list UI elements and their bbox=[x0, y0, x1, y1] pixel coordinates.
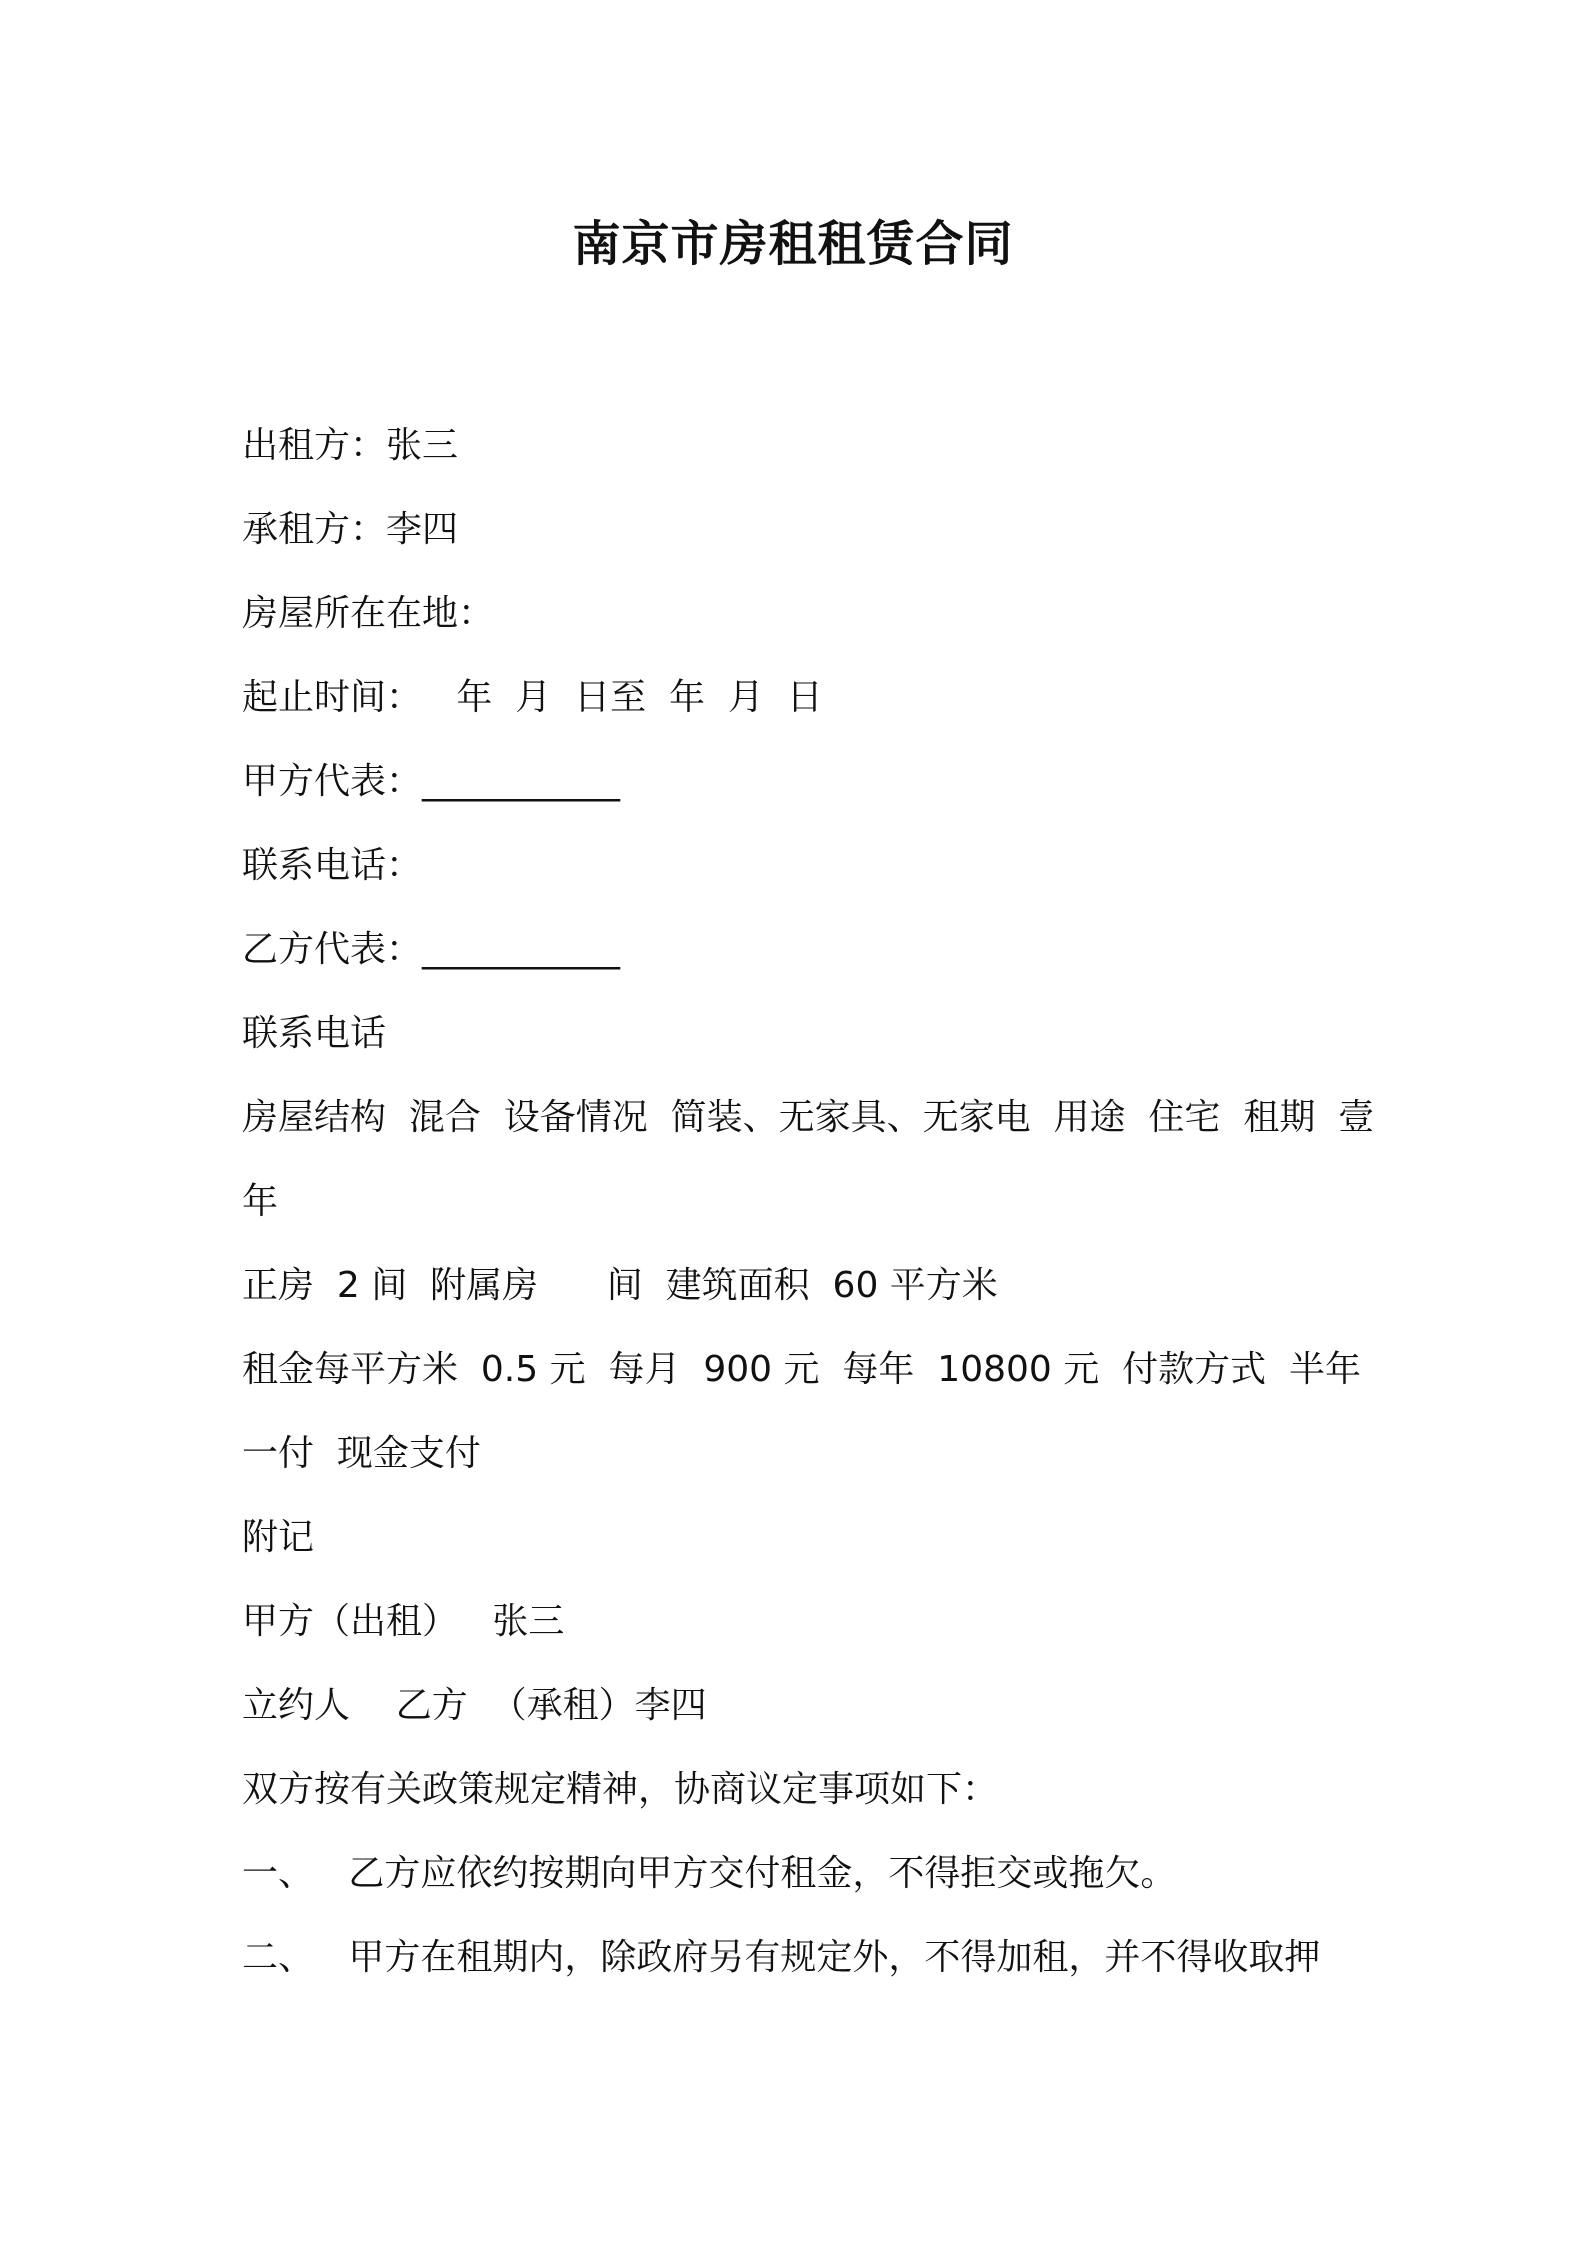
notes-heading: 附记 bbox=[242, 1517, 315, 1558]
lessee-line: 承租方：李四 bbox=[242, 509, 459, 550]
property-structure-line: 房屋结构 混合 设备情况 简装、无家具、无家电 用途 住宅 租期 壹 bbox=[242, 1097, 1375, 1138]
party-b-signature-line: 立约人 乙方 （承租）李四 bbox=[242, 1685, 707, 1726]
party-a-representative-line: 甲方代表：___________ bbox=[242, 761, 621, 802]
clause-two: 二、 甲方在租期内，除政府另有规定外，不得加租，并不得收取押 bbox=[242, 1937, 1321, 1978]
lease-period-line: 起止时间： 年 月 日至 年 月 日 bbox=[242, 677, 823, 718]
clause-one: 一、 乙方应依约按期向甲方交付租金，不得拒交或拖欠。 bbox=[242, 1853, 1177, 1894]
party-b-phone-line: 联系电话 bbox=[242, 1013, 387, 1054]
party-a-phone-line: 联系电话： bbox=[242, 845, 423, 886]
party-b-representative-line: 乙方代表：___________ bbox=[242, 929, 621, 970]
property-location-line: 房屋所在在地： bbox=[242, 593, 495, 634]
rooms-area-line: 正房 2 间 附属房 间 建筑面积 60 平方米 bbox=[242, 1265, 998, 1306]
property-structure-line-continued: 年 bbox=[242, 1181, 279, 1222]
lessor-line: 出租方：张三 bbox=[242, 425, 459, 466]
rent-line-continued: 一付 现金支付 bbox=[242, 1433, 481, 1474]
document-body bbox=[242, 404, 1375, 2000]
rent-line: 租金每平方米 0.5 元 每月 900 元 每年 10800 元 付款方式 半年 bbox=[242, 1349, 1362, 1390]
party-a-signature-line: 甲方（出租） 张三 bbox=[242, 1601, 565, 1642]
document-title: 南京市房租租赁合同 bbox=[572, 216, 1014, 272]
agreement-intro-line: 双方按有关政策规定精神，协商议定事项如下： bbox=[242, 1769, 999, 1810]
